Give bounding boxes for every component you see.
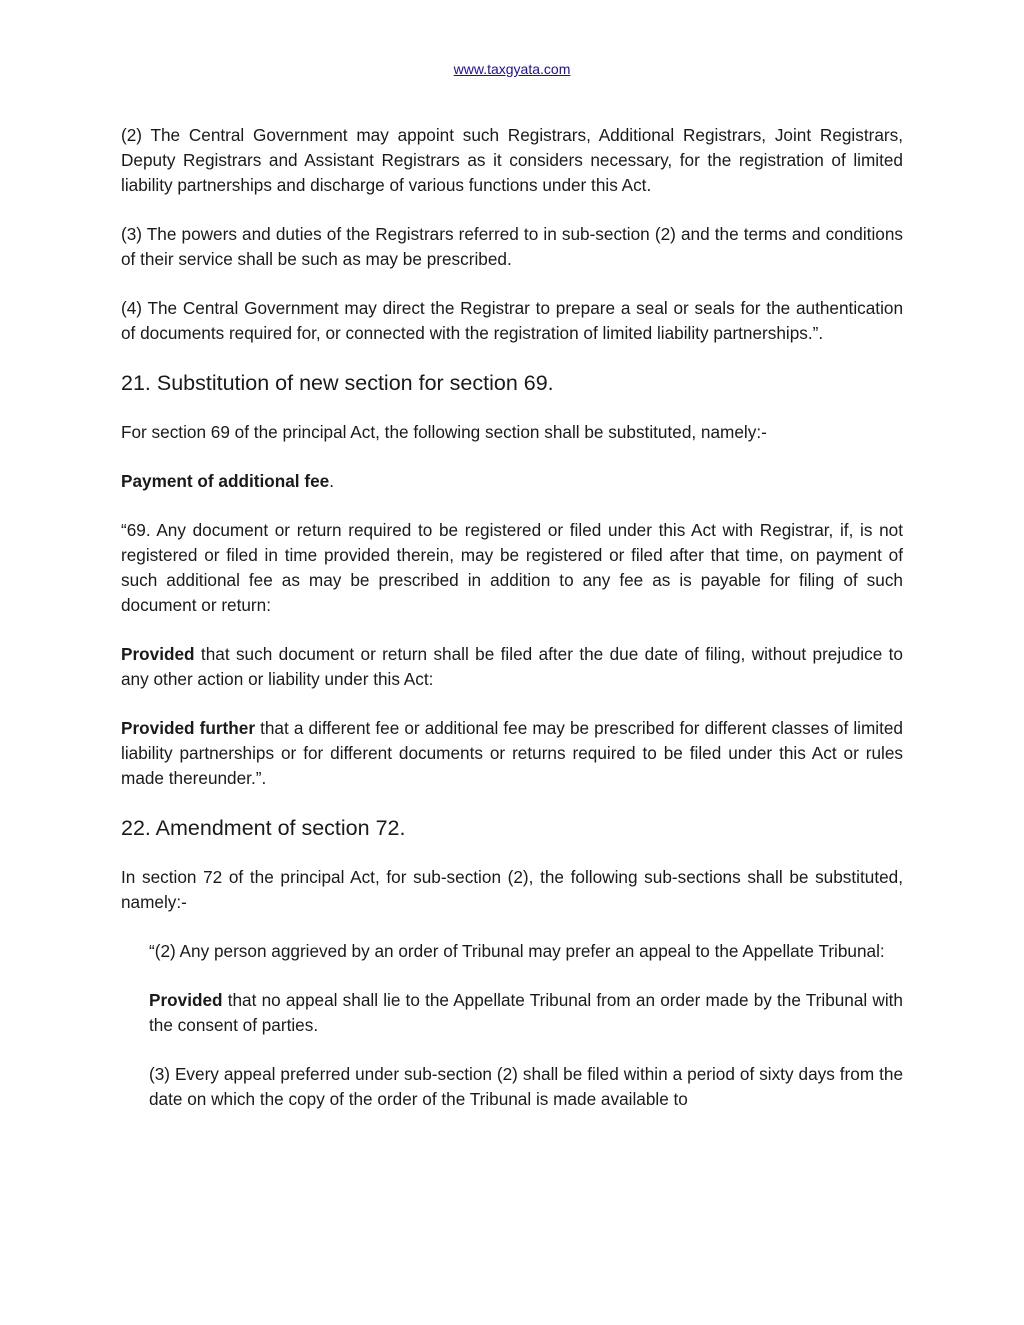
substituted-sub-sections: [121, 939, 903, 1112]
section-21-heading: 21. Substitution of new section for section 69.: [121, 371, 554, 395]
proviso-3: [149, 988, 903, 1038]
proviso-1-text: that such document or return shall be filed after the due date of filing, without prejudice to any other action or liability under this Act:: [121, 644, 903, 689]
paragraph-sub-section-4: (4) The Central Government may direct the Registrar to prepare a seal or seals for the authentication of documents required for, or connected with the registration of limited liability partnerships.”.: [121, 298, 903, 343]
section-69-title-bold: Payment of additional fee: [121, 471, 330, 491]
proviso-2: [121, 716, 903, 791]
proviso-1-bold: Provided: [121, 644, 195, 664]
proviso-2-bold: Provided further: [121, 718, 256, 738]
document-body: [121, 123, 903, 1112]
proviso-3-text: that no appeal shall lie to the Appellate Tribunal from an order made by the Tribunal with the consent of parties.: [149, 990, 903, 1035]
section-69-title-tail: .: [329, 471, 334, 491]
section-69-text: “69. Any document or return required to be registered or filed under this Act with Registrar, if, is not registered or filed in time provided therein, may be registered or filed after that time, on payment of such additional fee as may be prescribed in addition to any fee as is payable for filing of such document or return:: [121, 520, 903, 615]
section-72-sub-section-2: “(2) Any person aggrieved by an order of Tribunal may prefer an appeal to the Appellate Tribunal:: [149, 941, 885, 961]
section-22-intro: In section 72 of the principal Act, for sub-section (2), the following sub-sections shall be substituted, namely:-: [121, 867, 903, 912]
proviso-2-text: that a different fee or additional fee may be prescribed for different classes of limited liability partnerships or for different documents or returns required to be filed under this Act or rules made thereunder.”.: [121, 718, 903, 788]
section-72-sub-section-3: (3) Every appeal preferred under sub-section (2) shall be filed within a period of sixty days from the date on which the copy of the order of the Tribunal is made available to: [149, 1064, 903, 1109]
paragraph-sub-section-3: (3) The powers and duties of the Registrars referred to in sub-section (2) and the terms and conditions of their service shall be such as may be prescribed.: [121, 224, 903, 269]
section-22-heading: 22. Amendment of section 72.: [121, 816, 406, 840]
header-link[interactable]: www.taxgyata.com: [453, 61, 571, 77]
section-69-title: [121, 469, 903, 494]
paragraph-sub-section-2: (2) The Central Government may appoint such Registrars, Additional Registrars, Joint Registrars, Deputy Registrars and Assistant Registrars as it considers necessary, for the registration of limited liability partnerships and discharge of various functions under this Act.: [121, 125, 903, 195]
section-21-intro: For section 69 of the principal Act, the following section shall be substituted, namely:-: [121, 422, 767, 442]
proviso-1: [121, 642, 903, 692]
proviso-3-bold: Provided: [149, 990, 223, 1010]
